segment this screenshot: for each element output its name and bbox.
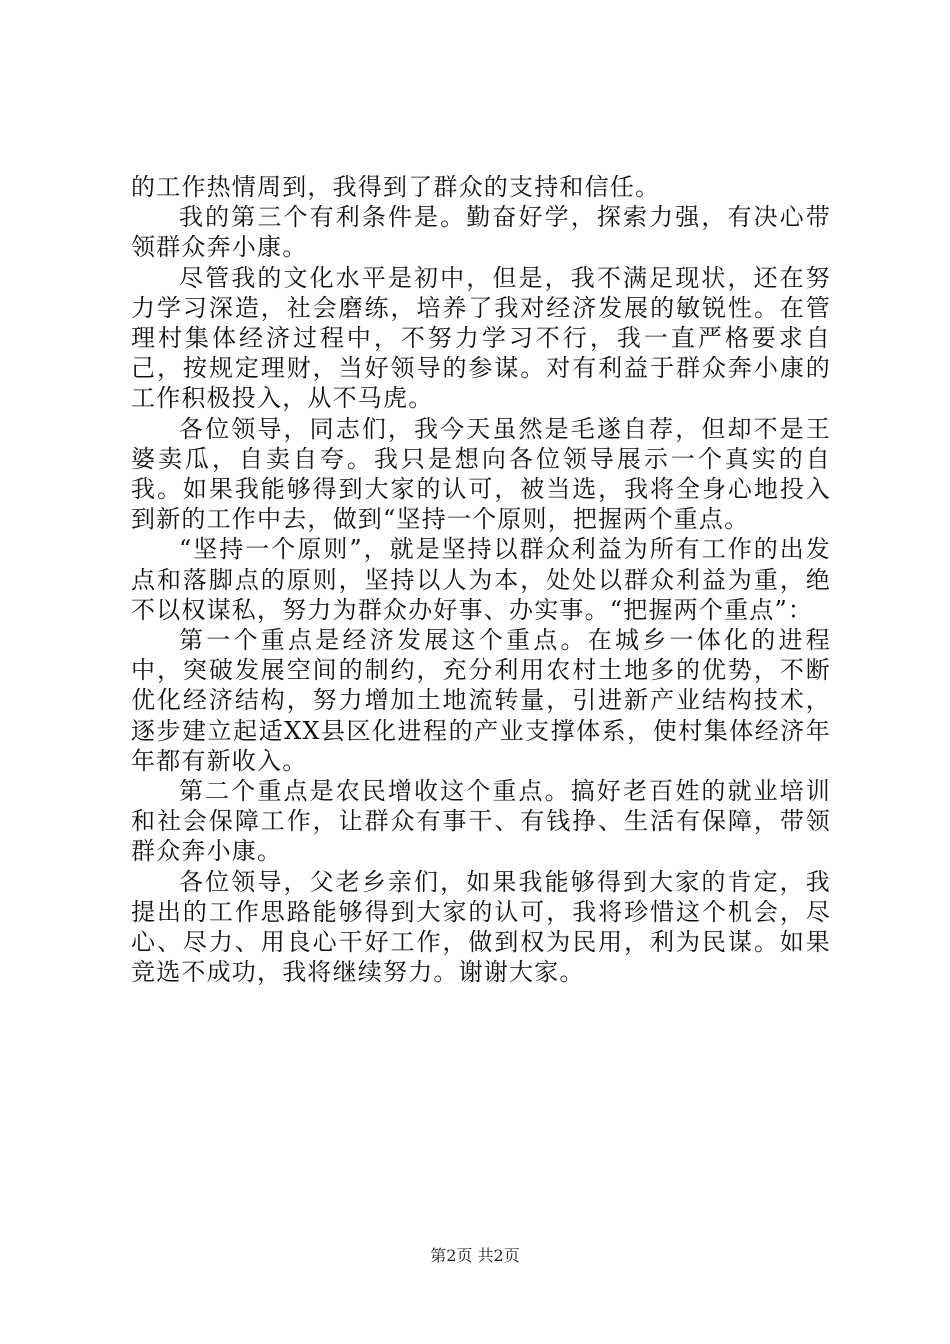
document-body: [131, 172, 831, 987]
paragraph-3: 尽管我的文化水平是初中，但是，我不满足现状，还在努力学习深造，社会磨练，培养了我对经济发展的敏锐性。在管理村集体经济过程中，不努力学习不行，我一直严格要求自己，按规定理财，当好领导的参谋。对有利益于群众奔小康的工作积极投入，从不马虎。: [131, 263, 831, 413]
paragraph-8: 各位领导，父老乡亲们，如果我能够得到大家的肯定，我提出的工作思路能够得到大家的认可，我将珍惜这个机会，尽心、尽力、用良心干好工作，做到权为民用，利为民谋。如果竞选不成功，我将继续努力。谢谢大家。: [131, 867, 831, 987]
paragraph-5: “坚持一个原则”，就是坚持以群众利益为所有工作的出发点和落脚点的原则，坚持以人为本，处处以群众利益为重，绝不以权谋私，努力为群众办好事、办实事。“把握两个重点”：: [131, 535, 831, 624]
page-number-label: 第2页 共2页: [430, 1246, 520, 1265]
paragraph-6: 第一个重点是经济发展这个重点。在城乡一体化的进程中，突破发展空间的制约，充分利用农村土地多的优势，不断优化经济结构，努力增加土地流转量，引进新产业结构技术，逐步建立起适XX县区化进程的产业支撑体系，使村集体经济年年都有新收入。: [131, 626, 831, 775]
paragraph-2: 我的第三个有利条件是。勤奋好学，探索力强，有决心带领群众奔小康。: [131, 203, 831, 262]
paragraph-1: 的工作热情周到，我得到了群众的支持和信任。: [131, 173, 661, 201]
page-footer: [0, 1243, 950, 1266]
paragraph-7: 第二个重点是农民增收这个重点。搞好老百姓的就业培训和社会保障工作，让群众有事干、有钱挣、生活有保障，带领群众奔小康。: [131, 777, 831, 866]
paragraph-4: 各位领导，同志们，我今天虽然是毛遂自荐，但却不是王婆卖瓜，自卖自夸。我只是想向各位领导展示一个真实的自我。如果我能够得到大家的认可，被当选，我将全身心地投入到新的工作中去，做到“坚持一个原则，把握两个重点。: [131, 414, 831, 534]
